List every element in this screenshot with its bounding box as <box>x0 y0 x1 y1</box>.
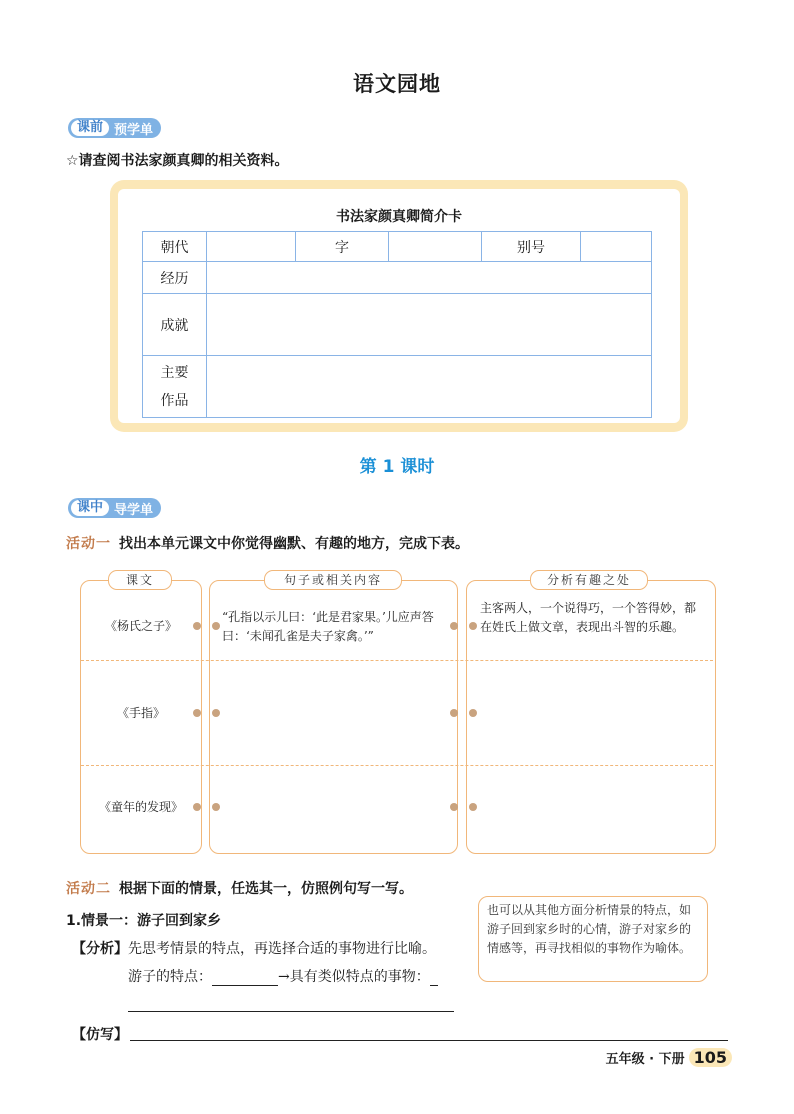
dynasty-label: 朝代 <box>143 232 207 262</box>
activity1-text: 找出本单元课文中你觉得幽默、有趣的地方，完成下表。 <box>119 536 469 552</box>
analysis-cell-3[interactable] <box>480 780 704 840</box>
experience-label: 经历 <box>143 262 207 294</box>
grade-label: 五年级 · 下册 <box>605 1052 685 1067</box>
page-title: 语文园地 <box>353 72 441 96</box>
content-header: 句子或相关内容 <box>264 570 402 590</box>
profile-table <box>142 231 652 418</box>
feature-line <box>128 966 438 986</box>
analysis-text: 先思考情景的特点，再选择合适的事物进行比喻。 <box>128 941 436 957</box>
ring-connector <box>193 803 201 811</box>
alias-label: 别号 <box>482 232 581 262</box>
footer <box>606 1048 732 1067</box>
activity2-heading <box>66 878 413 898</box>
alias-cell[interactable] <box>581 232 652 262</box>
imitate-line[interactable] <box>130 1040 728 1041</box>
activity1-label: 活动一 <box>66 536 111 552</box>
imitate-label: 【仿写】 <box>72 1027 128 1043</box>
pre-class-instruction: ☆请查阅书法家颜真卿的相关资料。 <box>66 153 289 169</box>
ring-connector <box>450 622 458 630</box>
works-label <box>143 356 207 418</box>
profile-card-title: 书法家颜真卿简介卡 <box>336 209 462 225</box>
pre-class-badge <box>68 118 161 138</box>
in-class-badge-b: 导学单 <box>114 502 154 518</box>
analysis-cell-2[interactable] <box>480 680 704 750</box>
ring-connector <box>469 622 477 630</box>
courtesy-label: 字 <box>296 232 389 262</box>
ring-connector <box>469 803 477 811</box>
works-cell[interactable] <box>207 356 652 418</box>
lesson-title-2: 《手指》 <box>116 706 165 720</box>
feature-blank[interactable] <box>212 969 278 986</box>
lesson-title-1: 《杨氏之子》 <box>104 619 177 633</box>
scene-1: 1.情景一：游子回到家乡 <box>66 913 222 929</box>
ring-connector <box>193 709 201 717</box>
activity2-text: 根据下面的情景，任选其一，仿照例句写一写。 <box>119 881 413 897</box>
similar-thing-blank[interactable] <box>430 969 438 986</box>
pre-class-badge-b: 预学单 <box>114 122 154 138</box>
feature-prefix: 游子的特点： <box>128 969 212 985</box>
analysis-cell-1[interactable]: 主客两人，一个说得巧，一个答得妙，都在姓氏上做文章，表现出斗智的乐趣。 <box>480 601 697 634</box>
works-label-1: 主要 <box>160 364 189 381</box>
row-divider <box>81 765 713 766</box>
ring-connector <box>212 622 220 630</box>
page-number: 105 <box>689 1048 732 1067</box>
content-cell-3[interactable] <box>222 780 444 840</box>
feature-mid: →具有类似特点的事物： <box>278 969 430 985</box>
ring-connector <box>450 803 458 811</box>
in-class-badge <box>68 498 161 518</box>
lesson-title: 第 1 课时 <box>359 457 435 477</box>
pre-class-badge-a: 课前 <box>71 120 109 136</box>
dynasty-cell[interactable] <box>207 232 296 262</box>
content-cell-1[interactable]: “孔指以示儿曰：‘此是君家果。’儿应声答曰：‘未闻孔雀是夫子家禽。’” <box>222 610 434 643</box>
analysis-header: 分析有趣之处 <box>530 570 648 590</box>
ring-connector <box>212 803 220 811</box>
works-label-2: 作品 <box>160 392 189 409</box>
ring-connector <box>212 709 220 717</box>
ring-connector <box>193 622 201 630</box>
activity2-label: 活动二 <box>66 881 111 897</box>
ring-connector <box>469 709 477 717</box>
text-header: 课文 <box>108 570 172 590</box>
analysis-label: 【分析】 <box>72 941 128 957</box>
row-divider <box>81 660 713 661</box>
experience-cell[interactable] <box>207 262 652 294</box>
lesson-title-3: 《童年的发现》 <box>98 800 183 814</box>
in-class-badge-a: 课中 <box>71 500 109 516</box>
courtesy-cell[interactable] <box>389 232 482 262</box>
content-cell-2[interactable] <box>222 680 444 750</box>
activity1-heading <box>66 533 469 553</box>
achievement-label: 成就 <box>143 294 207 356</box>
answer-line[interactable] <box>128 1011 454 1012</box>
achievement-cell[interactable] <box>207 294 652 356</box>
analysis-line <box>72 938 436 958</box>
hint-note: 也可以从其他方面分析情景的特点，如游子回到家乡时的心情，游子对家乡的情感等，再寻找相似的事物作为喻体。 <box>478 896 708 982</box>
ring-connector <box>450 709 458 717</box>
